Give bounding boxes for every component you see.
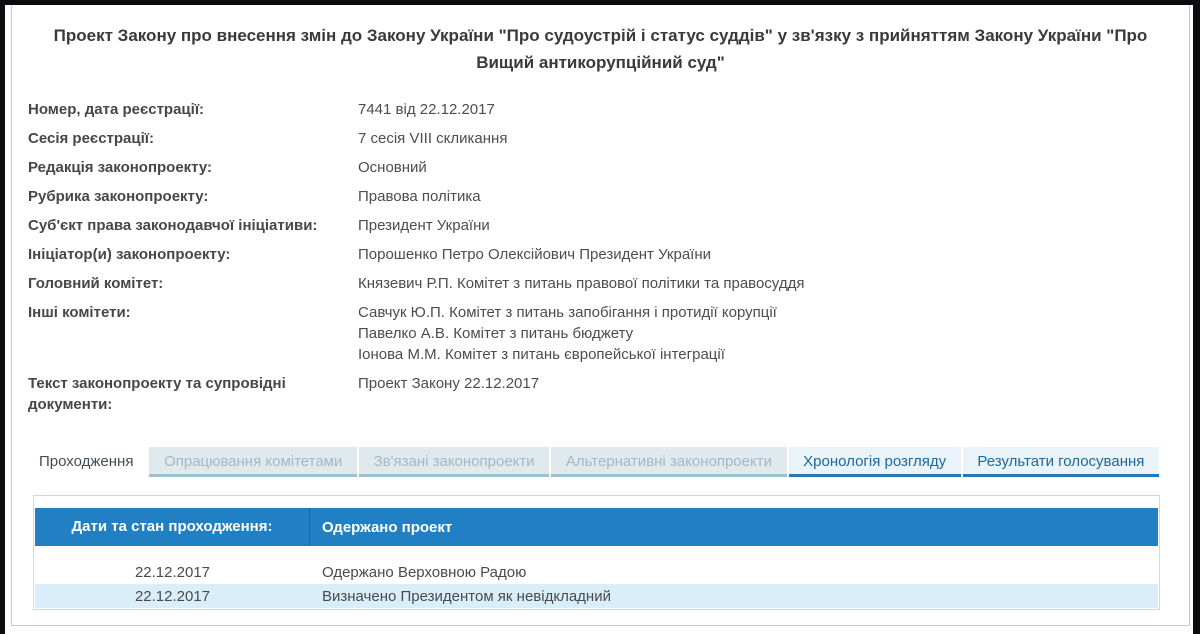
detail-value: 7 сесія VIII скликання <box>358 130 508 147</box>
page-title: Проект Закону про внесення змін до Закону України "Про судоустрій і статус суддів" у зв'язку з прийняттям Закону України "Про Вищий антикорупційний суд" <box>53 26 1148 72</box>
table-row <box>35 560 1158 584</box>
detail-label: Суб'єкт права законодавчої ініціативи: <box>28 217 318 234</box>
detail-value: Іонова М.М. Комітет з питань європейської інтеграції <box>358 346 725 363</box>
bill-details <box>28 95 1169 419</box>
tab-review-chronology[interactable]: Хронологія розгляду <box>789 447 961 477</box>
detail-label: Рубрика законопроекту: <box>28 188 209 205</box>
tab-committee-processing: Опрацювання комітетами <box>149 447 357 477</box>
detail-label: Інші комітети: <box>28 304 131 321</box>
detail-row-other-committees <box>28 298 1169 369</box>
table-header-row <box>35 508 1158 546</box>
detail-label: Редакція законопроекту: <box>28 159 213 176</box>
window-frame-right <box>1193 0 1200 634</box>
detail-label: Номер, дата реєстрації: <box>28 101 205 118</box>
detail-label: Сесія реєстрації: <box>28 130 154 147</box>
table-body <box>35 560 1158 608</box>
cell-date: 22.12.2017 <box>134 587 211 605</box>
table-header-dates: Дати та стан проходження: <box>35 508 310 546</box>
detail-row-initiative-subject <box>28 211 1169 240</box>
tab-passage[interactable]: Проходження <box>25 447 147 477</box>
detail-value: Правова політика <box>358 188 481 205</box>
detail-label: Ініціатор(и) законопроекту: <box>28 246 231 263</box>
table-row <box>35 584 1158 608</box>
table-header-status: Одержано проект <box>322 518 453 536</box>
detail-value: Савчук Ю.П. Комітет з питань запобігання і протидії корупції <box>358 304 777 321</box>
detail-row-edition <box>28 153 1169 182</box>
detail-label: Головний комітет: <box>28 275 164 292</box>
tab-bar <box>25 447 1159 480</box>
passage-panel <box>33 495 1160 610</box>
tab-related-bills: Зв'язані законопроекти <box>359 447 549 477</box>
tab-alternative-bills: Альтернативні законопроекти <box>551 447 786 477</box>
detail-value: Проект Закону 22.12.2017 <box>358 375 540 392</box>
detail-row-initiators <box>28 240 1169 269</box>
detail-value: 7441 від 22.12.2017 <box>358 101 495 118</box>
detail-row-main-committee <box>28 269 1169 298</box>
detail-value: Основний <box>358 159 427 176</box>
detail-label: Текст законопроекту та супровідні документи: <box>28 375 286 413</box>
tab-voting-results[interactable]: Результати голосування <box>963 447 1159 477</box>
bill-card <box>11 5 1190 626</box>
detail-value: Президент України <box>358 217 490 234</box>
detail-value: Порошенко Петро Олексійович Президент України <box>358 246 712 263</box>
cell-date: 22.12.2017 <box>134 563 211 581</box>
detail-row-session <box>28 124 1169 153</box>
cell-status: Визначено Президентом як невідкладний <box>322 587 611 605</box>
detail-row-documents <box>28 369 1169 419</box>
cell-status: Одержано Верховною Радою <box>322 563 527 581</box>
detail-value: Князевич Р.П. Комітет з питань правової політики та правосуддя <box>358 275 805 292</box>
detail-row-registration <box>28 95 1169 124</box>
detail-row-rubric <box>28 182 1169 211</box>
window-frame-left <box>0 0 5 634</box>
detail-value: Павелко А.В. Комітет з питань бюджету <box>358 325 634 342</box>
